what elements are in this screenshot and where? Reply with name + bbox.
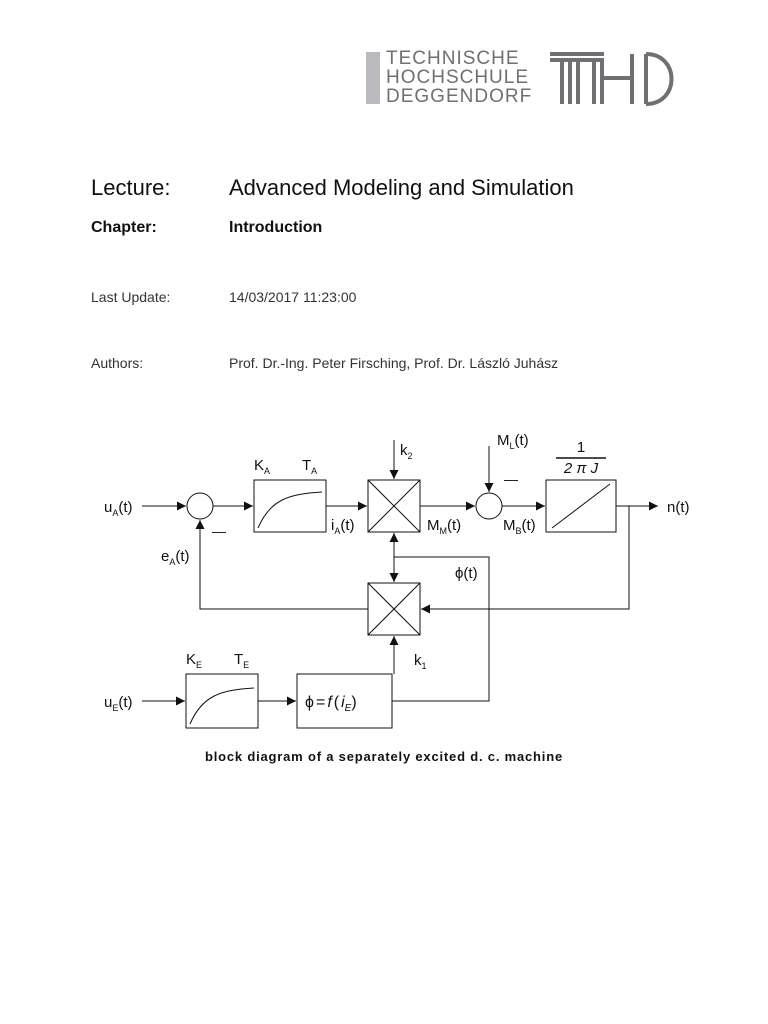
- label-ia: $i_A(t)$: [331, 517, 355, 536]
- summing-junction-2: [476, 493, 502, 519]
- last-update-label: Last Update:: [91, 289, 171, 305]
- label-k1: $k_1$: [414, 652, 427, 671]
- chapter-title: Introduction: [229, 219, 323, 236]
- pt1-block-armature: [254, 480, 326, 532]
- label-ea: $e_A(t)$: [161, 548, 190, 567]
- minus-sign-1: —: [212, 523, 226, 539]
- integrator-numerator: 1: [576, 439, 586, 456]
- lecture-label: Lecture:: [91, 175, 171, 200]
- diagram-caption: block diagram of a separately excited d. c. machine: [205, 749, 563, 764]
- label-ue: $u_E(t)$: [104, 694, 133, 713]
- pt1-block-field: [186, 674, 258, 728]
- label-n: n(t): [667, 499, 690, 516]
- label-mb: $M_B(t)$: [503, 517, 536, 536]
- label-ua: $u_A(t)$: [104, 499, 133, 518]
- flux-function-equation: ϕ = f ( $i_E$): [305, 694, 357, 714]
- last-update-value: 14/03/2017 11:23:00: [229, 289, 357, 305]
- pt1-curve-field: [190, 688, 254, 724]
- logo-line-3: DEGGENDORF: [386, 86, 533, 107]
- authors-value: Prof. Dr.-Ing. Peter Firsching, Prof. Dr. László Juhász: [229, 355, 559, 371]
- logo-line-2: HOCHSCHULE: [386, 67, 530, 88]
- label-te: $T_E$: [234, 651, 250, 670]
- integrator-denominator: 2 π J: [563, 460, 599, 477]
- label-ta: $T_A$: [302, 457, 318, 476]
- label-phi: ϕ(t): [455, 565, 478, 582]
- chapter-label: Chapter:: [91, 219, 157, 236]
- pt1-curve-armature: [258, 492, 322, 528]
- label-ka: $K_A$: [254, 457, 271, 476]
- minus-sign-2: —: [504, 471, 518, 487]
- logo-line-1: TECHNISCHE: [386, 48, 520, 69]
- label-k2: $k_2$: [400, 442, 413, 461]
- authors-label: Authors:: [91, 355, 144, 371]
- lecture-title: Advanced Modeling and Simulation: [229, 175, 574, 200]
- summing-junction-1: [187, 493, 213, 519]
- label-mm: $M_M(t)$: [427, 517, 462, 536]
- label-ml: $M_L(t)$: [497, 432, 529, 451]
- label-ke: $K_E$: [186, 651, 203, 670]
